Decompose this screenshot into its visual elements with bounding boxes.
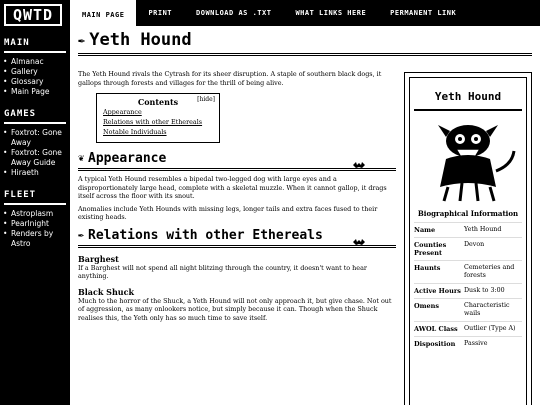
nav-item-glossary[interactable]: • Glossary <box>3 77 44 86</box>
toc-link-relations[interactable]: Relations with other Ethereals <box>103 118 203 126</box>
appearance-paragraph-1: A typical Yeth Hound resembles a bipedal two-legged dog with large eyes and a disproportionately large head, complete with a skeletal muzzle. When it cannot gallop, it drags itself across the floor with its snout. <box>78 175 387 200</box>
section-heading-relations: ✒ Relations with other Ethereals <box>78 227 323 243</box>
infobox-row: Name Yeth Hound <box>414 222 522 237</box>
infobox-row: Haunts Cemeteries and forests <box>414 260 522 283</box>
section-divider <box>78 245 396 248</box>
intro-paragraph: The Yeth Hound rivals the Cytrash for its sheer disruption. A staple of southern black dogs, it gallops through forests and villages for the thrill of being alive. <box>78 70 382 87</box>
infobox-row: Disposition Passive <box>414 336 522 351</box>
nav-item-foxtrot[interactable]: • Foxtrot: Gone Away <box>3 128 62 147</box>
nav-divider <box>4 122 66 124</box>
nav-item-foxtrot-guide[interactable]: • Foxtrot: Gone Away Guide <box>3 148 62 167</box>
nav-heading-main: MAIN <box>4 38 30 48</box>
section-heading-appearance: ❦ Appearance <box>78 151 167 166</box>
nav-item-gallery[interactable]: • Gallery <box>3 67 38 76</box>
toc-link-notable-individuals[interactable]: Notable Individuals <box>103 128 167 136</box>
subheading-barghest: Barghest <box>78 253 119 264</box>
infobox-row: AWOL Class Outlier (Type A) <box>414 321 522 336</box>
section-divider <box>78 168 396 171</box>
infobox-row: Omens Characteristic wails <box>414 298 522 321</box>
nav-section-fleet <box>0 190 70 249</box>
infobox-row: Active Hours Dusk to 3:00 <box>414 283 522 298</box>
top-tab-bar <box>70 0 540 26</box>
title-divider <box>78 53 532 56</box>
subheading-black-shuck: Black Shuck <box>78 286 135 297</box>
tab-permanent-link[interactable]: PERMANENT LINK <box>390 9 457 17</box>
nav-item-main-page[interactable]: • Main Page <box>3 87 50 96</box>
bat-icon <box>352 159 366 173</box>
section-emblem-icon: ❦ <box>78 153 85 164</box>
infobox <box>404 72 532 405</box>
appearance-paragraph-2: Anomalies include Yeth Hounds with missing legs, longer tails and extra faces fused to their existing heads. <box>78 204 378 221</box>
nav-heading-games: GAMES <box>4 109 37 119</box>
page-title: ✒ Yeth Hound <box>78 30 192 50</box>
infobox-title: Yeth Hound <box>434 90 502 103</box>
black-shuck-paragraph: Much to the horror of the Shuck, a Yeth Hound will not only approach it, but give chase. Not out of aggression, as many onlookers notice, but simply because it can. Though when the Shuck realises this, the Yeth only has so much time to save itself. <box>78 296 392 322</box>
tab-main-page[interactable]: MAIN PAGE <box>70 0 136 26</box>
nav-item-hiraeth[interactable]: • Hiraeth <box>3 168 39 177</box>
tab-print[interactable]: PRINT <box>148 9 173 17</box>
nav-section-main <box>0 38 70 97</box>
tab-download-txt[interactable]: DOWNLOAD AS .TXT <box>196 9 272 17</box>
article-body <box>78 70 396 326</box>
bat-icon <box>352 236 366 250</box>
infobox-divider <box>414 109 522 111</box>
infobox-row: Counties Present Devon <box>414 237 522 260</box>
nav-item-pearlnight[interactable]: • Pearlnight <box>3 219 49 228</box>
nav-item-astroplasm[interactable]: • Astroplasm <box>3 209 54 218</box>
toc-hide-link[interactable]: [hide] <box>197 96 215 103</box>
quill-icon: ✒ <box>78 33 86 47</box>
sidebar <box>0 0 70 405</box>
nav-item-renders-by-astro[interactable]: • Renders by Astro <box>3 229 54 248</box>
tab-what-links-here[interactable]: WHAT LINKS HERE <box>295 9 367 17</box>
nav-divider <box>4 203 66 205</box>
yeth-hound-illustration <box>416 115 520 203</box>
site-logo[interactable]: QWTD <box>4 4 62 26</box>
nav-item-almanac[interactable]: • Almanac <box>3 57 44 66</box>
nav-heading-fleet: FLEET <box>4 190 37 200</box>
toc-title: Contents <box>137 97 179 107</box>
nav-section-games <box>0 109 70 178</box>
content-area <box>70 26 540 405</box>
infobox-subtitle: Biographical Information <box>417 209 519 218</box>
barghest-paragraph: If a Barghest will not spend all night blitzing through the country, it doesn't want to hear anything. <box>78 263 367 280</box>
nav-divider <box>4 51 66 53</box>
toc-link-appearance[interactable]: Appearance <box>103 108 142 116</box>
quill-icon: ✒ <box>78 229 85 241</box>
table-of-contents <box>96 93 220 143</box>
